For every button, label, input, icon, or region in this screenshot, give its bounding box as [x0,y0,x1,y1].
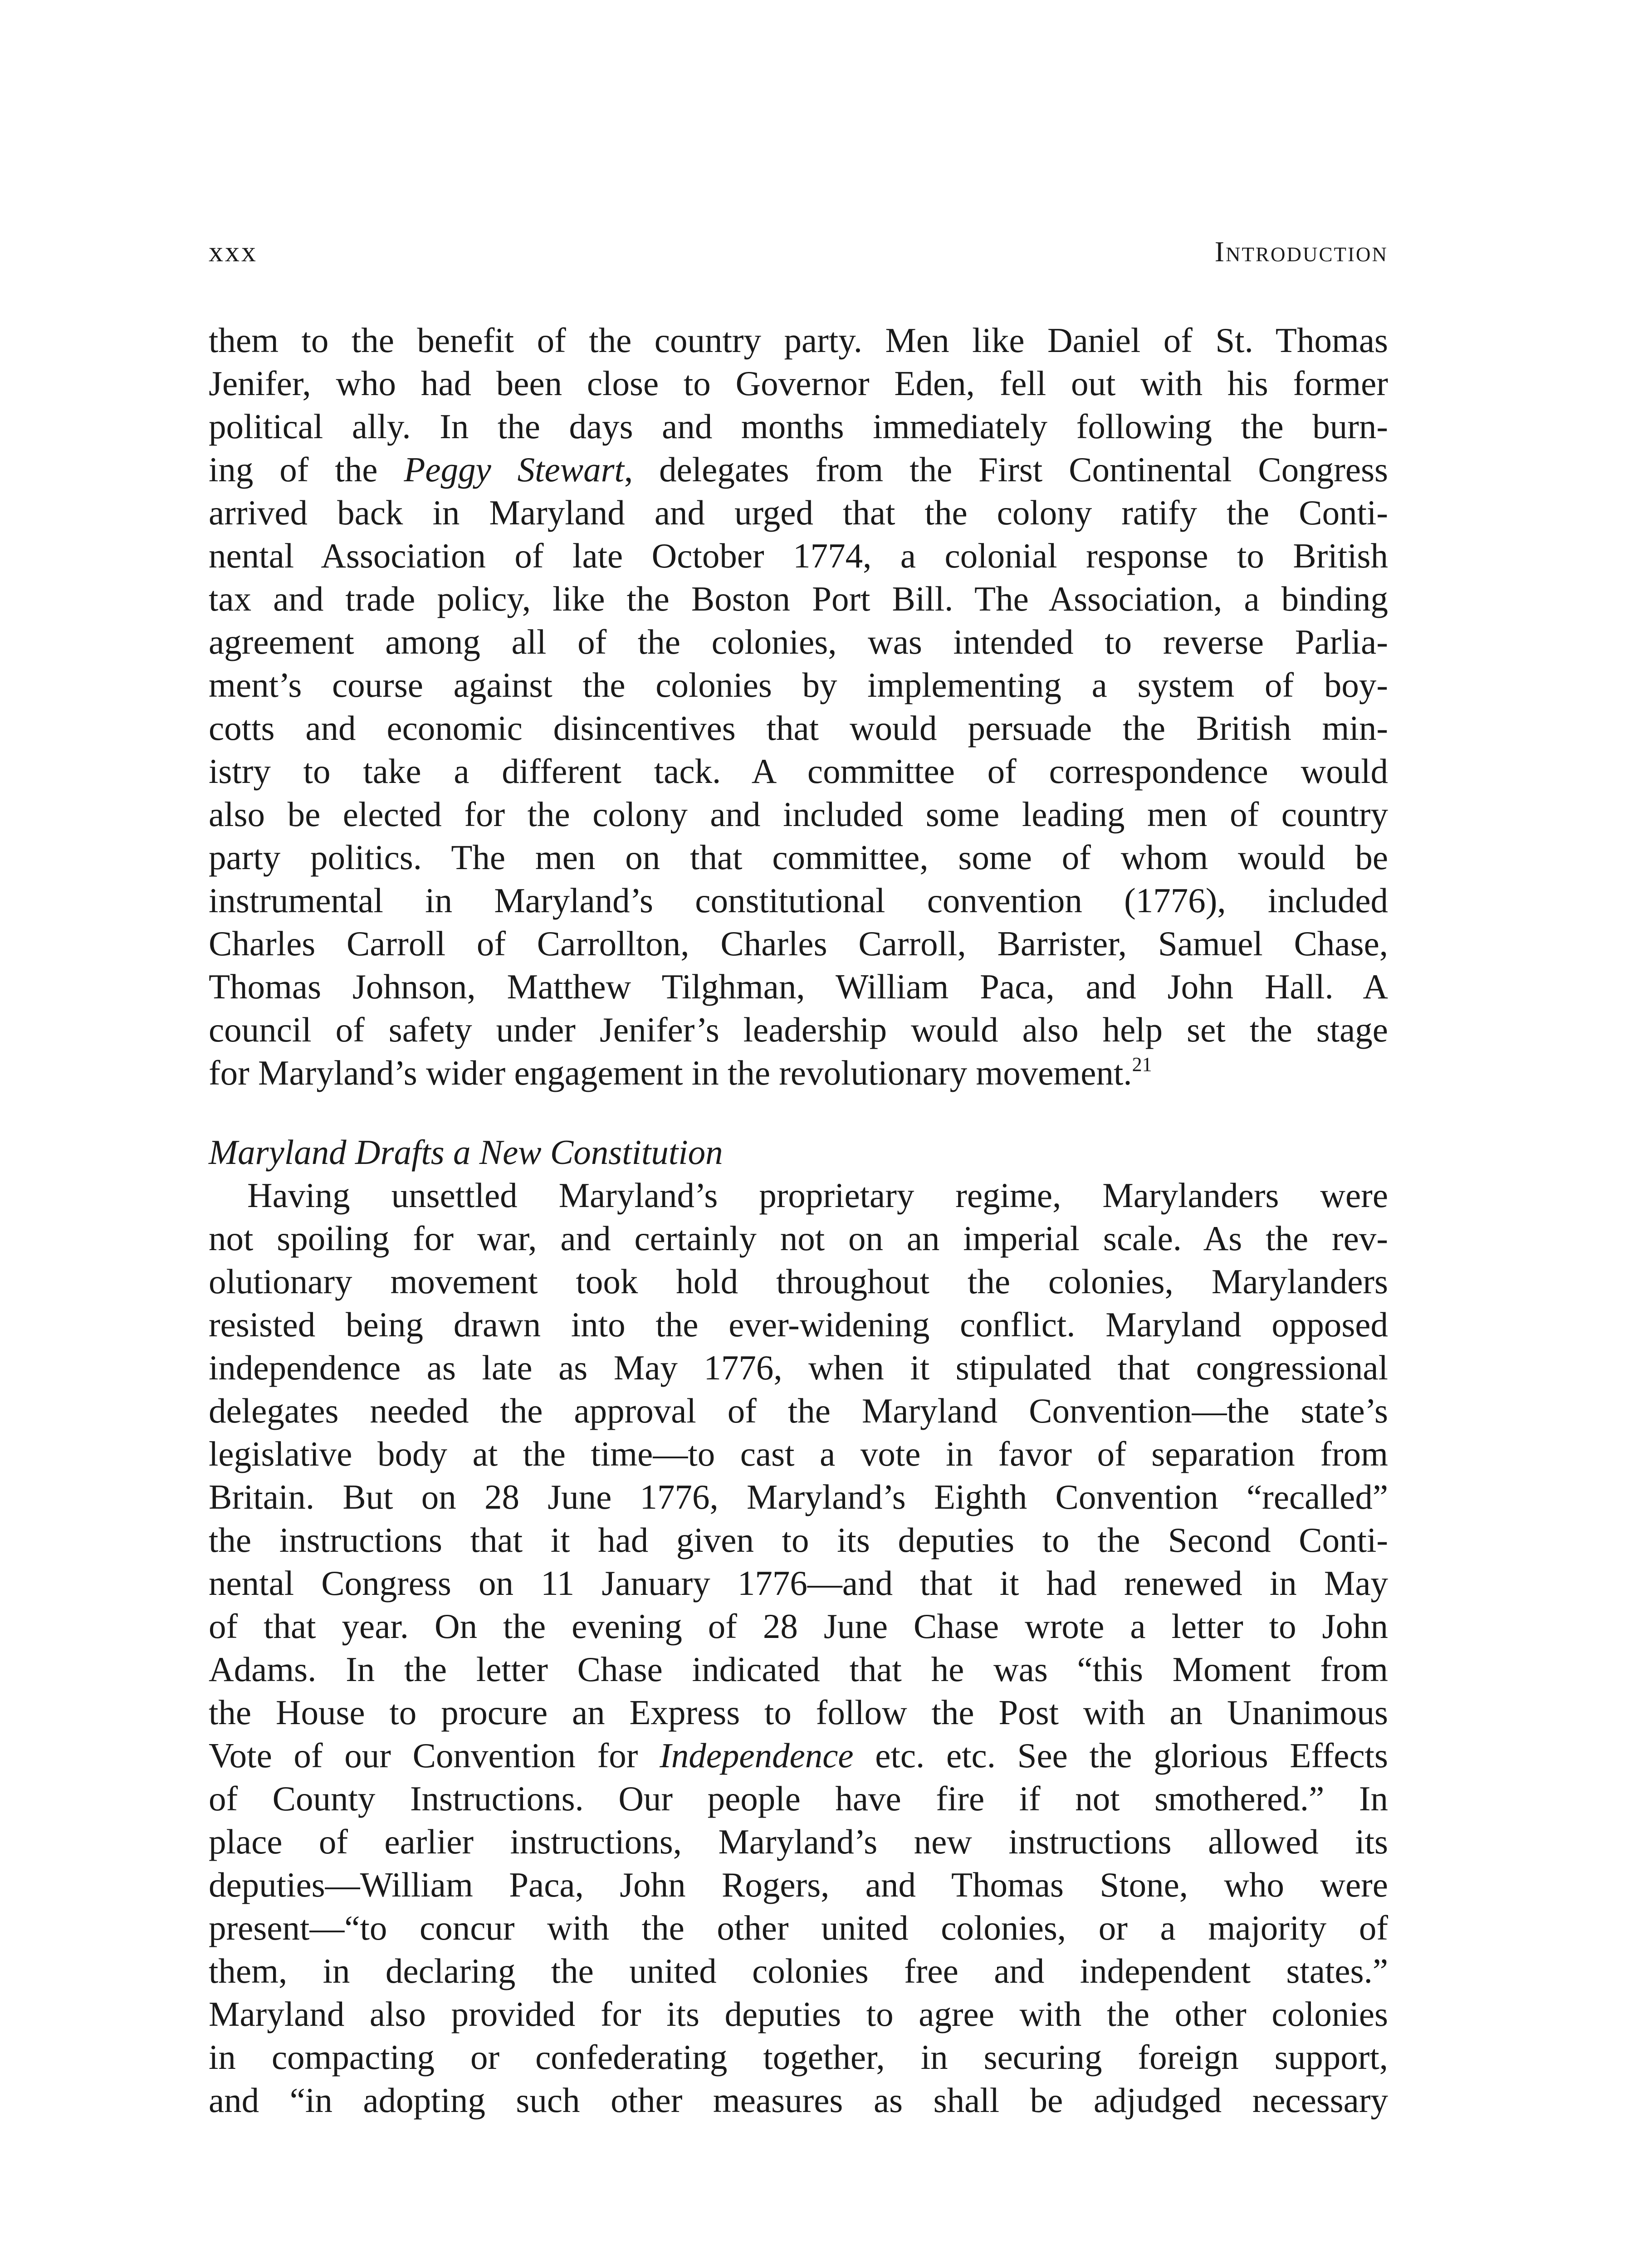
page-number: xxx [209,235,258,268]
text-line: delegates needed the approval of the Maryland Convention—the state’s [209,1391,1388,1430]
text-line: Having unsettled Maryland’s proprietary regime, Marylanders were [247,1176,1388,1215]
text-line: istry to take a different tack. A committee of correspondence would [209,752,1388,791]
text-line: arrived back in Maryland and urged that the colony ratify the Conti- [209,493,1388,532]
section-heading: Maryland Drafts a New Constitution [209,1133,723,1172]
text-line: and “in adopting such other measures as shall be adjudged necessary [209,2081,1388,2120]
text-line: the House to procure an Express to follow the Post with an Unanimous [209,1693,1388,1732]
text-line: of County Instructions. Our people have fire if not smothered.” In [209,1779,1388,1818]
text-line: Adams. In the letter Chase indicated that he was “this Moment from [209,1650,1388,1689]
text-line: ment’s course against the colonies by implementing a system of boy- [209,665,1388,704]
text-line: political ally. In the days and months immediately following the burn- [209,407,1388,446]
text-line: cotts and economic disincentives that would persuade the British min- [209,709,1388,748]
text-line: resisted being drawn into the ever-widening conflict. Maryland opposed [209,1305,1388,1344]
text-line: them, in declaring the united colonies free and independent states.” [209,1951,1388,1990]
text-line: tax and trade policy, like the Boston Port Bill. The Association, a binding [209,579,1388,618]
text-line: council of safety under Jenifer’s leadership would also help set the stage [209,1010,1388,1049]
text-line: place of earlier instructions, Maryland’s new instructions allowed its [209,1822,1388,1861]
text-line: present—“to concur with the other united colonies, or a majority of [209,1908,1388,1947]
text-line: nental Congress on 11 January 1776—and that it had renewed in May [209,1564,1388,1603]
text-line: in compacting or confederating together, in securing foreign support, [209,2038,1388,2077]
running-head [209,231,1388,272]
text-line: legislative body at the time—to cast a vote in favor of separation from [209,1434,1388,1473]
text-line: for Maryland’s wider engagement in the revolutionary movement.$^{21}$ [209,1053,1152,1092]
text-line: not spoiling for war, and certainly not on an imperial scale. As the rev- [209,1219,1388,1258]
text-line: of that year. On the evening of 28 June Chase wrote a letter to John [209,1607,1388,1646]
text-line: instrumental in Maryland’s constitutional convention (1776), included [209,881,1388,920]
text-line: Maryland also provided for its deputies to agree with the other colonies [209,1994,1388,2033]
text-line: olutionary movement took hold throughout the colonies, Marylanders [209,1262,1388,1301]
text-line: Britain. But on 28 June 1776, Maryland’s Eighth Convention “recalled” [209,1477,1388,1516]
footnote-marker: 21 [1132,1053,1152,1075]
emphasis-independence: Independence [660,1736,854,1775]
text-line: independence as late as May 1776, when it stipulated that congressional [209,1348,1388,1387]
text-line: agreement among all of the colonies, was intended to reverse Parlia- [209,622,1388,661]
text-line: nental Association of late October 1774, a colonial response to British [209,536,1388,575]
text-line: also be elected for the colony and included some leading men of country [209,795,1388,834]
section-title: Introduction [1214,235,1388,268]
text-line: Charles Carroll of Carrollton, Charles Carroll, Barrister, Samuel Chase, [209,924,1388,963]
text-line: Vote of our Convention for Independence etc. etc. See the glorious Effects [209,1736,1388,1775]
text-line: party politics. The men on that committee, some of whom would be [209,838,1388,877]
ship-name: Peggy Stewart [404,450,624,489]
text-line: Jenifer, who had been close to Governor Eden, fell out with his former [209,364,1388,403]
text-line: deputies—William Paca, John Rogers, and Thomas Stone, who were [209,1865,1388,1904]
text-line: the instructions that it had given to its deputies to the Second Conti- [209,1520,1388,1559]
text-line: them to the benefit of the country party. Men like Daniel of St. Thomas [209,321,1388,360]
text-line: Thomas Johnson, Matthew Tilghman, William Paca, and John Hall. A [209,967,1388,1006]
text-line: ing of the Peggy Stewart, delegates from the First Continental Congress [209,450,1388,489]
